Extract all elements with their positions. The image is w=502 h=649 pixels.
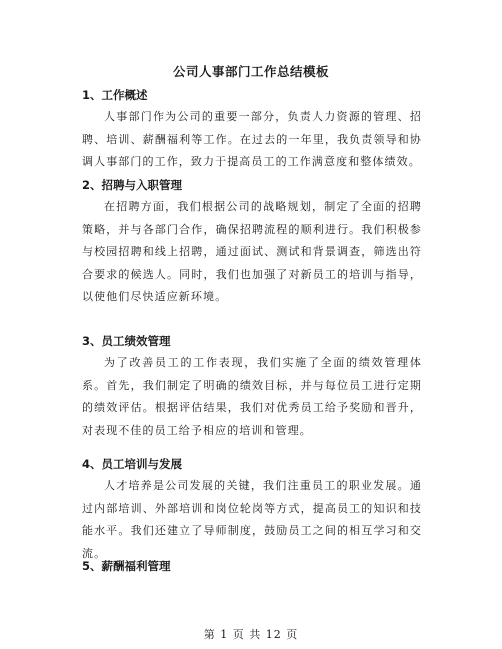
section-heading: 3、员工绩效管理 [82, 334, 171, 348]
section-compensation [82, 555, 422, 577]
section-recruitment [82, 174, 422, 309]
section-paragraph: 人才培养是公司发展的关键，我们注重员工的职业发展。通过内部培训、外部培训和岗位轮岗等方式，提高员工的知识和技能水平。我们还建立了导师制度，鼓励员工之间的相互学习和交流。 [82, 479, 422, 560]
page-number-footer: 第 1 页 共 12 页 [203, 628, 299, 641]
section-paragraph: 在招聘方面，我们根据公司的战略规划，制定了全面的招聘策略，并与各部门合作，确保招聘流程的顺利进行。我们积极参与校园招聘和线上招聘，通过面试、测试和背景调查，筛选出符合要求的候选人。同时，我们也加强了对新员工的培训与指导，以使他们尽快适应新环境。 [82, 200, 422, 303]
section-heading: 2、招聘与入职管理 [82, 178, 183, 192]
section-training [82, 453, 422, 565]
section-heading: 1、工作概述 [82, 88, 148, 102]
section-paragraph: 人事部门作为公司的重要一部分，负责人力资源的管理、招聘、培训、薪酬福利等工作。在过去的一年里，我负责领导和协调人事部门的工作，致力于提高员工的工作满意度和整体绩效。 [82, 110, 422, 168]
section-heading: 4、员工培训与发展 [82, 457, 183, 471]
section-heading: 5、薪酬福利管理 [82, 559, 171, 573]
document-title: 公司人事部门工作总结模板 [172, 64, 329, 79]
section-work-overview [82, 84, 422, 174]
section-paragraph: 为了改善员工的工作表现，我们实施了全面的绩效管理体系。首先，我们制定了明确的绩效目标，并与每位员工进行定期的绩效评估。根据评估结果，我们对优秀员工给予奖励和晋升，对表现不佳的员工给予相应的培训和管理。 [82, 356, 422, 437]
section-performance [82, 330, 422, 442]
